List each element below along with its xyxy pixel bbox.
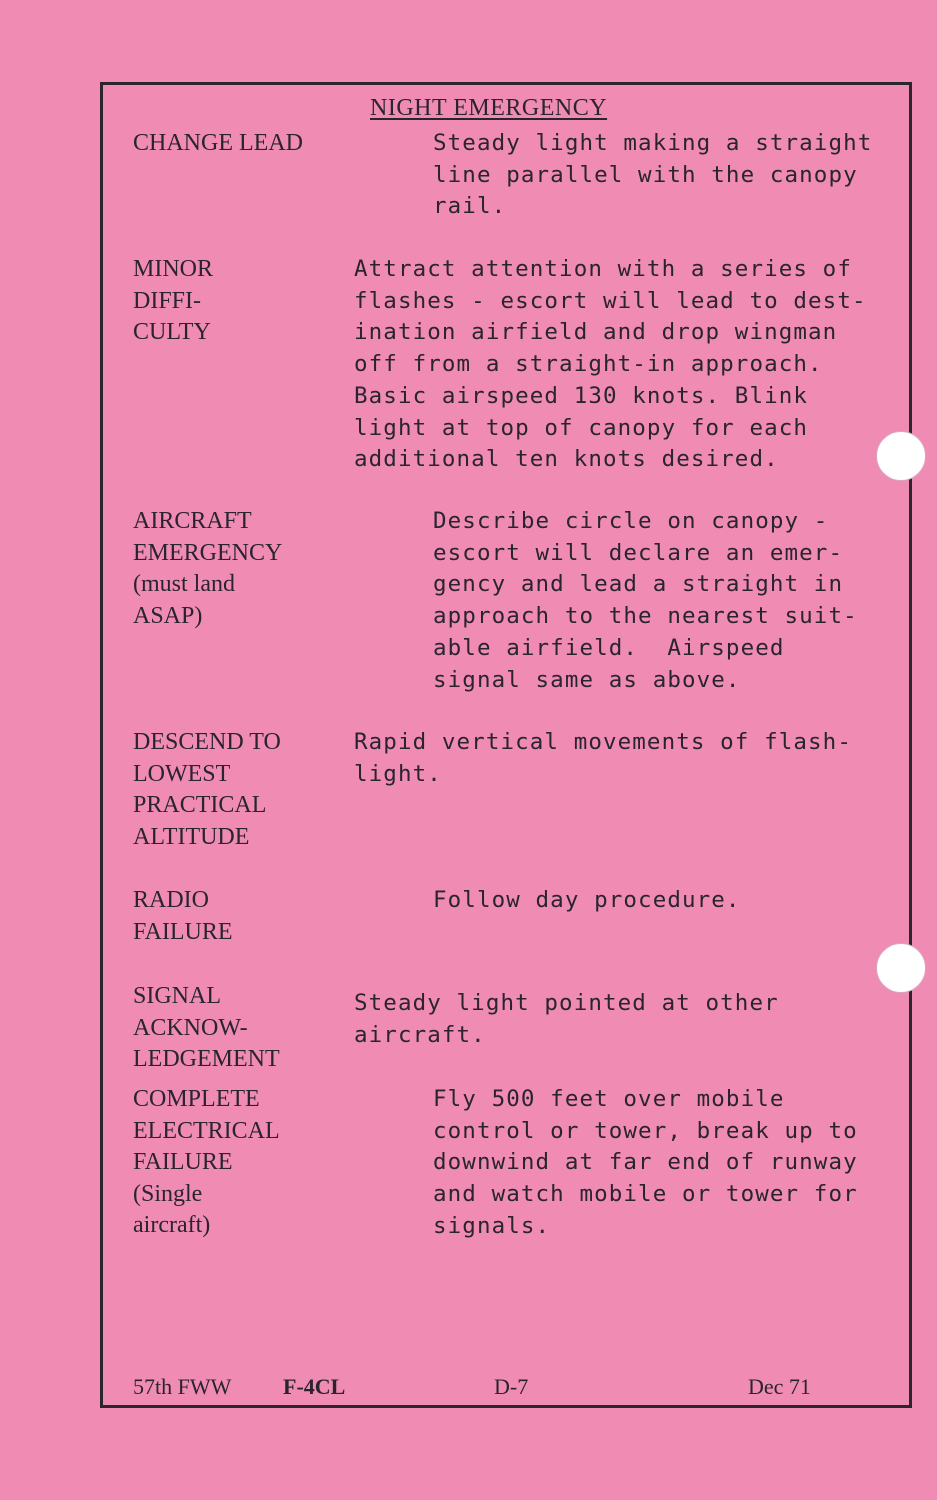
footer-publication: F-4CL	[283, 1374, 346, 1399]
entry-description-change-lead: Steady light making a straight line parallel with the canopy rail.	[433, 130, 873, 220]
entry-label-descend: DESCEND TO LOWEST PRACTICAL ALTITUDE	[133, 729, 281, 850]
entry-label-minor-difficulty: MINOR DIFFI- CULTY	[133, 256, 214, 345]
page-title: NIGHT EMERGENCY	[370, 95, 608, 121]
binder-hole-lower	[876, 943, 926, 993]
entry-label-complete-electrical-failure: COMPLETE ELECTRICAL FAILURE (Single aircraft)	[133, 1086, 280, 1238]
entry-label-radio-failure: RADIO FAILURE	[133, 887, 233, 945]
entry-description-radio-failure: Follow day procedure.	[433, 887, 741, 913]
footer-page-number: D-7	[494, 1374, 529, 1399]
entry-label-aircraft-emergency: AIRCRAFT EMERGENCY (must land ASAP)	[133, 508, 283, 629]
entry-description-minor-difficulty: Attract attention with a series of flashes - escort will lead to dest- ination airfield and drop wingman off from a straight-in approach. Basic airspeed 130 knots. Blink light at top of canopy for each additional ten knots desired.	[354, 256, 867, 473]
entry-description-descend: Rapid vertical movements of flash- light.	[354, 729, 852, 787]
entry-description-signal-acknowledgement: Steady light pointed at other aircraft.	[354, 990, 779, 1048]
footer-date: Dec 71	[748, 1374, 811, 1399]
entry-description-aircraft-emergency: Describe circle on canopy - escort will declare an emer- gency and lead a straight in approach to the nearest suit- able airfield. Airspeed signal same as above.	[433, 508, 858, 693]
entry-label-change-lead: CHANGE LEAD	[133, 130, 303, 156]
footer-unit: 57th FWW	[133, 1374, 232, 1399]
entry-description-complete-electrical-failure: Fly 500 feet over mobile control or tower, break up to downwind at far end of runway and watch mobile or tower for signals.	[433, 1086, 858, 1239]
entry-label-signal-acknowledgement: SIGNAL ACKNOW- LEDGEMENT	[133, 983, 280, 1072]
binder-hole-upper	[876, 431, 926, 481]
